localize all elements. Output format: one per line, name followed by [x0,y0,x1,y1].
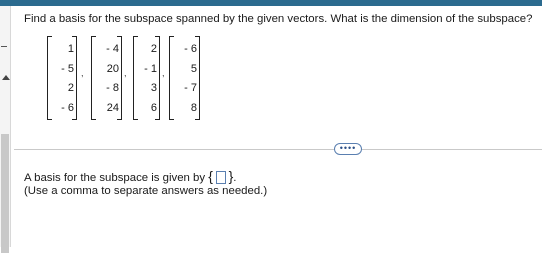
more-button[interactable]: •••• [334,143,362,155]
open-brace: { [208,168,213,184]
question-text: Find a basis for the subspace spanned by the given vectors. What is the dimension of the subspace? [24,13,533,25]
vector-entry: 8 [190,101,197,114]
top-bar [0,0,542,6]
vector-entry: 2 [67,82,74,94]
answer-prefix: A basis for the subspace is given by [24,172,206,184]
vector-entry: - 7 [184,82,197,94]
vector-entry: 20 [106,62,119,75]
vector-4 [169,36,200,120]
section-divider [14,149,542,150]
basis-answer-input[interactable] [216,171,226,184]
vector-entry: 24 [106,101,119,114]
vector-2 [91,36,122,120]
vector-entry: 5 [190,62,197,75]
vector-entry: 3 [150,82,157,94]
close-brace: } [228,168,234,184]
vector-entry: 6 [150,101,157,114]
right-bracket [195,36,200,120]
vector-separator: , [124,68,127,78]
vector-3 [133,36,160,120]
answer-set [208,170,233,184]
right-bracket [155,36,160,120]
collapse-arrow-icon[interactable] [2,75,10,80]
answer-note: (Use a comma to separate answers as needed.) [24,185,268,197]
vector-entry: 1 [67,43,74,55]
right-bracket [117,36,122,120]
vector-1 [47,36,77,120]
vector-separator: , [81,68,84,78]
vector-entry: - 6 [184,43,197,55]
vector-entry: - 6 [61,101,74,114]
answer-suffix: . [233,172,237,184]
vector-entry: 2 [150,43,157,55]
scrollbar[interactable] [1,134,9,253]
vector-entry: - 8 [106,82,119,94]
dash-icon [1,46,7,47]
vector-entry: - 5 [61,62,74,75]
vector-entry: - 4 [106,43,119,55]
right-bracket [72,36,77,120]
vector-separator: , [162,68,165,78]
answer-line [24,170,236,184]
vector-entry: - 1 [144,62,157,75]
left-gutter [0,6,11,247]
